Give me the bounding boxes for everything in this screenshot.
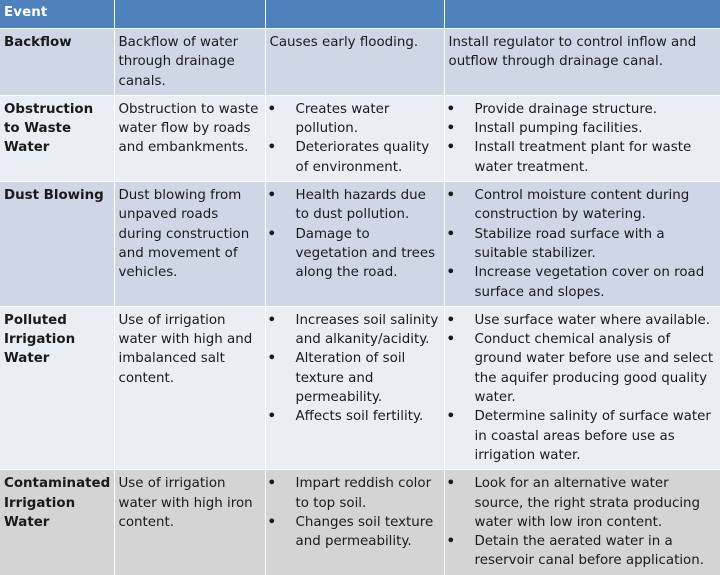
bullet-icon: • [446, 121, 456, 137]
header-impacts [265, 0, 444, 29]
mitigation-text: Install pumping facilities. [474, 121, 643, 137]
impact-text: Deteriorates quality of environment. [295, 140, 430, 175]
impact-text: Damage to vegetation and trees along the road. [295, 226, 436, 281]
header-col3-label [270, 0, 440, 3]
table-row [0, 95, 720, 181]
bullet-icon: • [446, 534, 456, 550]
header-environmental-event [0, 0, 114, 29]
bullet-icon: • [267, 476, 277, 492]
action-cell: Use of irrigation water with high and imbalanced salt content. [114, 306, 265, 469]
header-action [114, 0, 265, 29]
mitigation-text: Install treatment plant for waste water treatment. [474, 140, 692, 175]
action-cell: Obstruction to waste water flow by roads and embankments. [114, 95, 265, 181]
bullet-icon: • [446, 312, 456, 328]
mitigation-cell [444, 95, 720, 181]
impacts-cell [265, 95, 444, 181]
bullet-icon: • [446, 140, 456, 156]
mitigation-item [445, 225, 720, 264]
mitigation-text: Look for an alternative water source, the right strata producing water with low iron content. [474, 476, 701, 530]
mitigation-cell [444, 306, 720, 469]
impact-item [266, 311, 444, 350]
mitigation-item [445, 330, 720, 407]
action-cell: Backflow of water through drainage canals. [114, 29, 265, 96]
impact-item [266, 407, 444, 426]
table-row [0, 470, 720, 575]
impact-item [266, 513, 444, 552]
impact-text: Changes soil texture and permeability. [295, 514, 434, 550]
mitigation-item [445, 311, 720, 330]
event-cell: Backflow [0, 29, 114, 96]
impact-text: Alteration of soil texture and permeability. [295, 351, 406, 406]
impacts-cell [265, 182, 444, 307]
impacts-cell [265, 306, 444, 469]
mitigation-item [445, 138, 720, 177]
bullet-icon: • [446, 332, 456, 348]
event-cell: Dust Blowing [0, 182, 114, 307]
mitigation-cell [444, 182, 720, 307]
bullet-icon: • [446, 188, 456, 204]
impact-item [266, 474, 444, 513]
bullet-icon: • [267, 351, 277, 367]
bullet-icon: • [267, 312, 277, 328]
mitigation-cell [444, 470, 720, 575]
header-mitigation-measures [444, 0, 720, 29]
impact-text: Creates water pollution. [295, 101, 390, 137]
mitigation-text: Control moisture content during construction by watering. [474, 188, 690, 223]
mitigation-text: Increase vegetation cover on road surface and slopes. [474, 265, 705, 300]
impacts-cell [265, 29, 444, 96]
bullet-icon: • [446, 226, 456, 242]
mitigation-item [445, 119, 720, 138]
action-cell: Dust blowing from unpaved roads during construction and movement of vehicles. [114, 182, 265, 307]
table-row [0, 29, 720, 96]
event-cell: Polluted Irrigation Water [0, 306, 114, 469]
mitigation-text: Provide drainage structure. [474, 101, 658, 117]
impact-text: Impart reddish color to top soil. [295, 476, 432, 511]
mitigation-item [445, 532, 720, 571]
header-col4-label [449, 0, 716, 3]
mitigation-item [445, 263, 720, 302]
bullet-icon: • [446, 476, 456, 492]
impact-item [266, 186, 444, 225]
bullet-icon: • [267, 409, 277, 425]
impact-item: Causes early flooding. [269, 35, 419, 50]
mitigation-text: Determine salinity of surface water in coastal areas before use as irrigation water. [474, 409, 711, 463]
impact-item [266, 100, 444, 139]
event-cell: Obstruction to Waste Water [0, 95, 114, 181]
impact-text: Increases soil salinity and alkanity/acidity. [295, 312, 439, 348]
header-col2-label [119, 0, 261, 3]
impact-text: Health hazards due to dust pollution. [295, 188, 426, 223]
mitigation-item [445, 100, 720, 119]
bullet-icon: • [267, 514, 277, 530]
impact-item [266, 138, 444, 177]
impacts-cell [265, 470, 444, 575]
mitigation-item [445, 474, 720, 532]
action-cell: Use of irrigation water with high iron content. [114, 470, 265, 575]
bullet-icon: • [267, 101, 277, 117]
mitigation-item: Install regulator to control inflow and outflow through drainage canal. [448, 35, 697, 70]
mitigation-text: Detain the aerated water in a reservoir canal before application. [474, 534, 704, 569]
table-header-row [0, 0, 720, 29]
mitigation-cell [444, 29, 720, 96]
bullet-icon: • [267, 140, 277, 156]
bullet-icon: • [267, 226, 277, 242]
header-col1-label: Event [4, 5, 48, 21]
bullet-icon: • [446, 409, 456, 425]
bullet-icon: • [267, 188, 277, 204]
impact-text: Affects soil fertility. [295, 409, 424, 425]
mitigation-item [445, 407, 720, 465]
mitigation-text: Use surface water where available. [474, 312, 711, 328]
bullet-icon: • [446, 101, 456, 117]
mitigation-item [445, 186, 720, 225]
table-row [0, 306, 720, 469]
event-cell: Contaminated Irrigation Water [0, 470, 114, 575]
mitigation-text: Conduct chemical analysis of ground water before use and select the aquifer producing good quality water. [474, 332, 714, 406]
impact-item [266, 225, 444, 283]
table-row [0, 182, 720, 307]
mitigation-text: Stabilize road surface with a suitable stabilizer. [474, 226, 665, 261]
impact-item [266, 349, 444, 407]
bullet-icon: • [446, 265, 456, 281]
